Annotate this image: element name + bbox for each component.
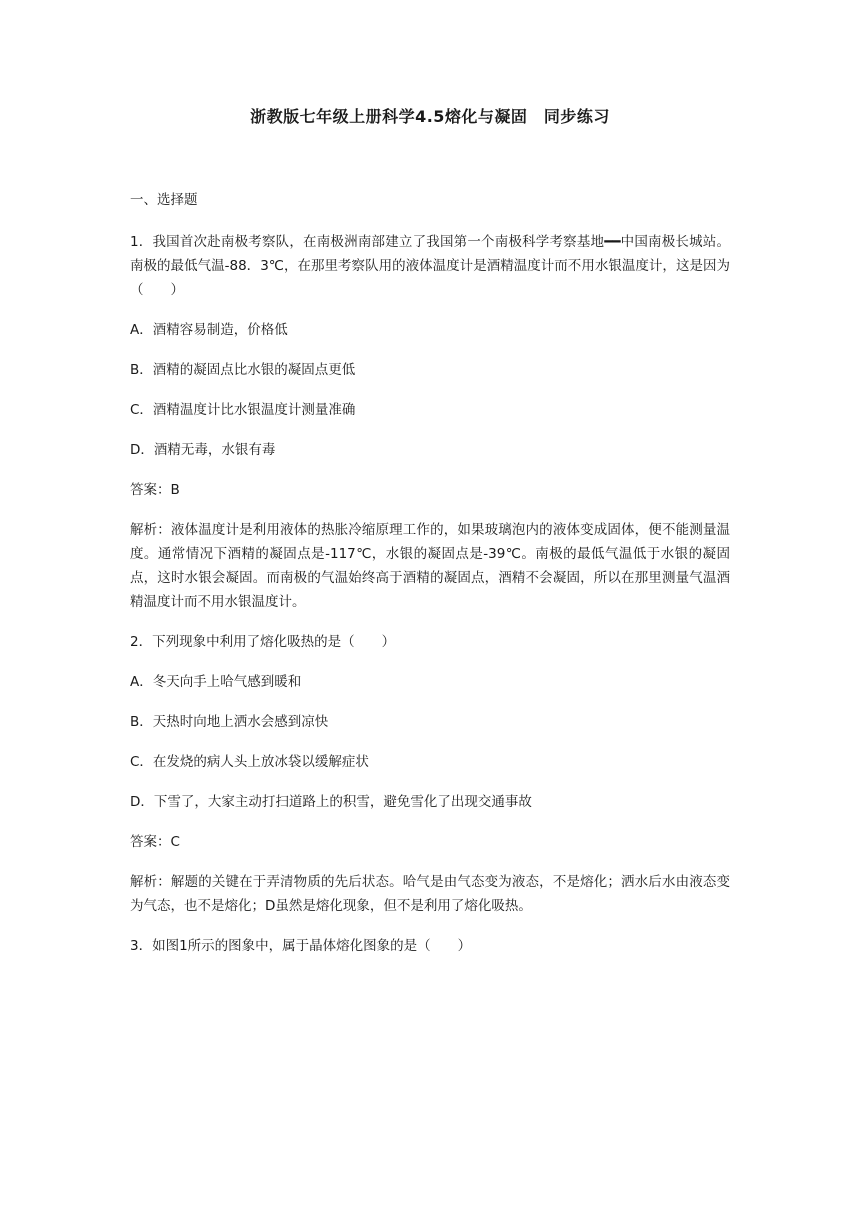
question-2-answer: 答案：C [130,834,180,850]
question-2-option-d: D．下雪了，大家主动打扫道路上的积雪，避免雪化了出现交通事故 [130,794,532,810]
question-1-option-a: A．酒精容易制造，价格低 [130,322,288,338]
question-1-option-d: D．酒精无毒，水银有毒 [130,442,276,458]
question-1-answer: 答案：B [130,482,180,498]
page-title: 浙教版七年级上册科学4.5熔化与凝固 同步练习 [250,107,610,126]
question-2-option-c: C．在发烧的病人头上放冰袋以缓解症状 [130,754,369,770]
question-3-stem: 3．如图1所示的图象中，属于晶体熔化图象的是（ ） [130,938,472,954]
question-2-option-b: B．天热时向地上洒水会感到凉快 [130,714,329,730]
question-2-option-a: A．冬天向手上哈气感到暖和 [130,674,302,690]
question-1-stem: 1．我国首次赴南极考察队，在南极洲南部建立了我国第一个南极科学考察基地━━中国南极长城站。南极的最低气温-88．3℃，在那里考察队用的液体温度计是酒精温度计而不用水银温度计，这是因为（ ） [130,234,730,298]
document-body [130,188,730,974]
question-1-option-c: C．酒精温度计比水银温度计测量准确 [130,402,356,418]
section-heading: 一、选择题 [130,192,198,208]
question-1-option-b: B．酒精的凝固点比水银的凝固点更低 [130,362,356,378]
question-2-analysis: 解析：解题的关键在于弄清物质的先后状态。哈气是由气态变为液态，不是熔化；洒水后水由液态变为气态，也不是熔化；D虽然是熔化现象，但不是利用了熔化吸热。 [130,874,730,914]
question-1-analysis: 解析：液体温度计是利用液体的热胀冷缩原理工作的，如果玻璃泡内的液体变成固体，便不能测量温度。通常情况下酒精的凝固点是-117℃，水银的凝固点是-39℃。南极的最低气温低于水银的凝固点，这时水银会凝固。而南极的气温始终高于酒精的凝固点，酒精不会凝固，所以在那里测量气温酒精温度计而不用水银温度计。 [130,522,730,610]
question-2-stem: 2．下列现象中利用了熔化吸热的是（ ） [130,634,396,650]
